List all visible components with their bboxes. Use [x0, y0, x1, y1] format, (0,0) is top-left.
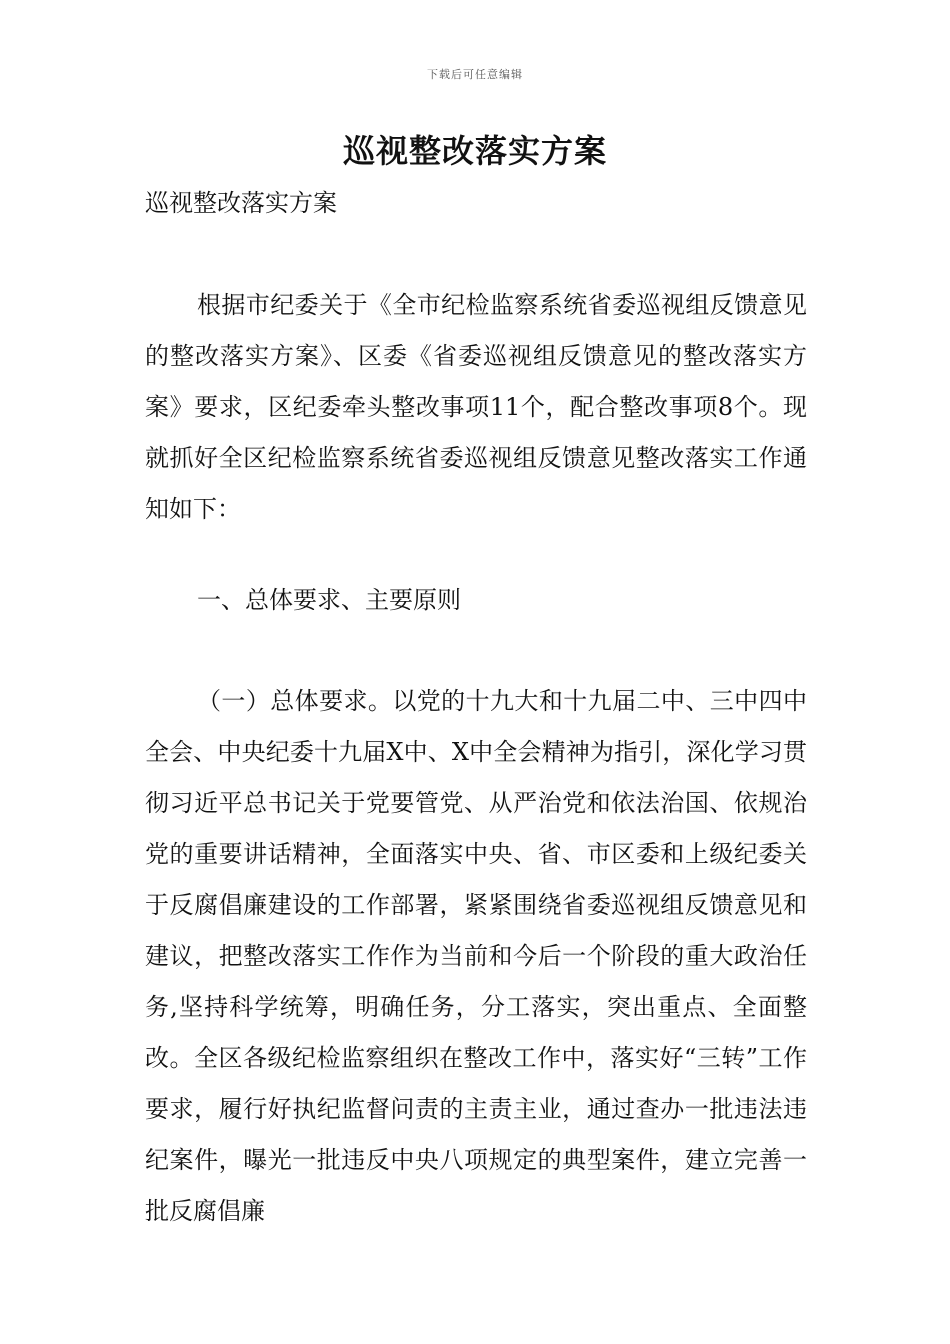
document-subtitle: 巡视整改落实方案 [145, 189, 337, 217]
document-title: 巡视整改落实方案 [342, 132, 607, 170]
header-note: 下载后可任意编辑 [427, 68, 523, 81]
section-heading: 一、总体要求、主要原则 [197, 586, 461, 614]
section-body-paragraph: （一）总体要求。以党的十九大和十九届二中、三中四中全会、中央纪委十九届X中、X中全会精神为指引，深化学习贯彻习近平总书记关于党要管党、从严治党和依法治国、依规治党的重要讲话精神，全面落实中央、省、市区委和上级纪委关于反腐倡廉建设的工作部署，紧紧围绕省委巡视组反馈意见和建议，把整改落实工作作为当前和今后一个阶段的重大政治任务,坚持科学统筹，明确任务，分工落实，突出重点、全面整改。全区各级纪检监察组织在整改工作中，落实好“三转”工作要求，履行好执纪监督问责的主责主业，通过查办一批违法违纪案件，曝光一批违反中央八项规定的典型案件，建立完善一批反腐倡廉 [145, 687, 807, 1225]
intro-paragraph: 根据市纪委关于《全市纪检监察系统省委巡视组反馈意见的整改落实方案》、区委《省委巡视组反馈意见的整改落实方案》要求，区纪委牵头整改事项11个，配合整改事项8个。现就抓好全区纪检监察系统省委巡视组反馈意见整改落实工作通知如下： [145, 291, 807, 523]
